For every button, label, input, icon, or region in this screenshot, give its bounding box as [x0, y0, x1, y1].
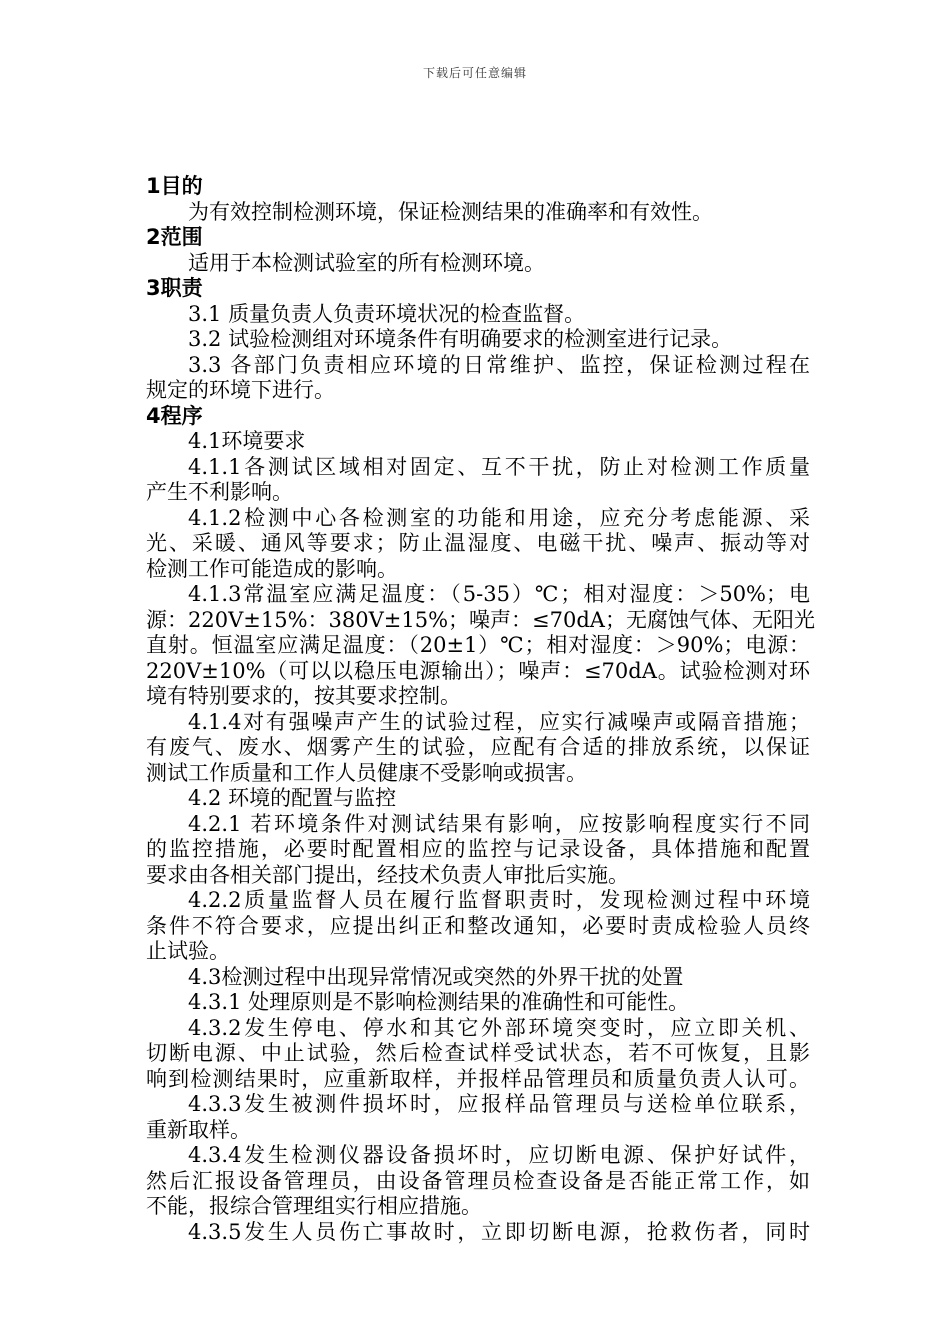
paragraph-line: 直射。恒温室应满足温度：（20±1）℃；相对湿度：＞90%；电源： — [146, 633, 810, 657]
paragraph-line: 4.3检测过程中出现异常情况或突然的外界干扰的处置 — [188, 964, 684, 989]
paragraph-line: 4.3.2发生停电、停水和其它外部环境突变时，应立即关机、 — [188, 1015, 810, 1040]
section-heading: 2范围 — [146, 225, 203, 249]
paragraph-line: 4.2.2质量监督人员在履行监督职责时，发现检测过程中环境 — [188, 888, 810, 912]
paragraph-line: 4.2 环境的配置与监控 — [188, 786, 397, 810]
paragraph-line: 4.1.1各测试区域相对固定、互不干扰，防止对检测工作质量 — [188, 454, 810, 479]
paragraph-line: 检测工作可能造成的影响。 — [146, 556, 398, 581]
paragraph-line: 响到检测结果时，应重新取样，并报样品管理员和质量负责人认可。 — [146, 1066, 810, 1091]
paragraph-line: 4.3.5发生人员伤亡事故时，立即切断电源，抢救伤者，同时 — [188, 1219, 810, 1244]
paragraph-line: 产生不利影响。 — [146, 480, 293, 504]
paragraph-line: 然后汇报设备管理员，由设备管理员检查设备是否能正常工作，如 — [146, 1168, 810, 1193]
paragraph-line: 止试验。 — [146, 939, 230, 963]
document-body — [146, 174, 815, 1245]
paragraph-line: 境有特别要求的，按其要求控制。 — [146, 684, 461, 708]
paragraph-line: 4.1环境要求 — [188, 429, 306, 453]
paragraph-line: 适用于本检测试验室的所有检测环境。 — [188, 250, 545, 275]
paragraph-line: 切断电源、中止试验，然后检查试样受试状态，若不可恢复，且影 — [146, 1041, 810, 1065]
page-header: 下载后可任意编辑 — [422, 66, 527, 80]
paragraph-line: 4.1.3常温室应满足温度：（5-35）℃；相对湿度：＞50%；电 — [188, 582, 810, 606]
section-heading: 1目的 — [146, 174, 203, 198]
paragraph-line: 4.3.3发生被测件损坏时，应报样品管理员与送检单位联系， — [188, 1092, 810, 1116]
paragraph-line: 4.1.4对有强噪声产生的试验过程，应实行减噪声或隔音措施； — [188, 709, 810, 734]
paragraph-line: 规定的环境下进行。 — [146, 378, 335, 402]
paragraph-line: 的监控措施，必要时配置相应的监控与记录设备，具体措施和配置 — [146, 837, 810, 861]
paragraph-line: 4.3.4发生检测仪器设备损坏时，应切断电源、保护好试件， — [188, 1143, 810, 1167]
paragraph-line: 220V±10%（可以以稳压电源输出）；噪声：≤70dA。试验检测对环 — [146, 658, 810, 683]
paragraph-line: 测试工作质量和工作人员健康不受影响或损害。 — [146, 760, 587, 785]
section-heading: 3职责 — [146, 276, 203, 300]
paragraph-line: 重新取样。 — [146, 1117, 251, 1142]
paragraph-line: 有废气、废水、烟雾产生的试验，应配有合适的排放系统，以保证 — [146, 735, 810, 759]
section-heading: 4程序 — [146, 403, 203, 428]
paragraph-line: 4.2.1 若环境条件对测试结果有影响，应按影响程度实行不同 — [188, 811, 810, 836]
paragraph-line: 光、采暖、通风等要求；防止温湿度、电磁干扰、噪声、振动等对 — [146, 531, 810, 555]
paragraph-line: 3.1 质量负责人负责环境状况的检查监督。 — [188, 301, 586, 326]
paragraph-line: 4.1.2检测中心各检测室的功能和用途，应充分考虑能源、采 — [188, 505, 810, 530]
paragraph-line: 不能，报综合管理组实行相应措施。 — [146, 1194, 482, 1218]
paragraph-line: 3.3 各部门负责相应环境的日常维护、监控，保证检测过程在 — [188, 352, 810, 377]
paragraph-line: 源：220V±15%：380V±15%；噪声：≤70dA；无腐蚀气体、无阳光 — [146, 607, 815, 632]
paragraph-line: 为有效控制检测环境，保证检测结果的准确率和有效性。 — [188, 199, 713, 224]
paragraph-line: 4.3.1 处理原则是不影响检测结果的准确性和可能性。 — [188, 990, 690, 1014]
paragraph-line: 要求由各相关部门提出，经技术负责人审批后实施。 — [146, 862, 629, 887]
paragraph-line: 3.2 试验检测组对环境条件有明确要求的检测室进行记录。 — [188, 327, 733, 351]
paragraph-line: 条件不符合要求，应提出纠正和整改通知，必要时责成检验人员终 — [146, 913, 810, 938]
